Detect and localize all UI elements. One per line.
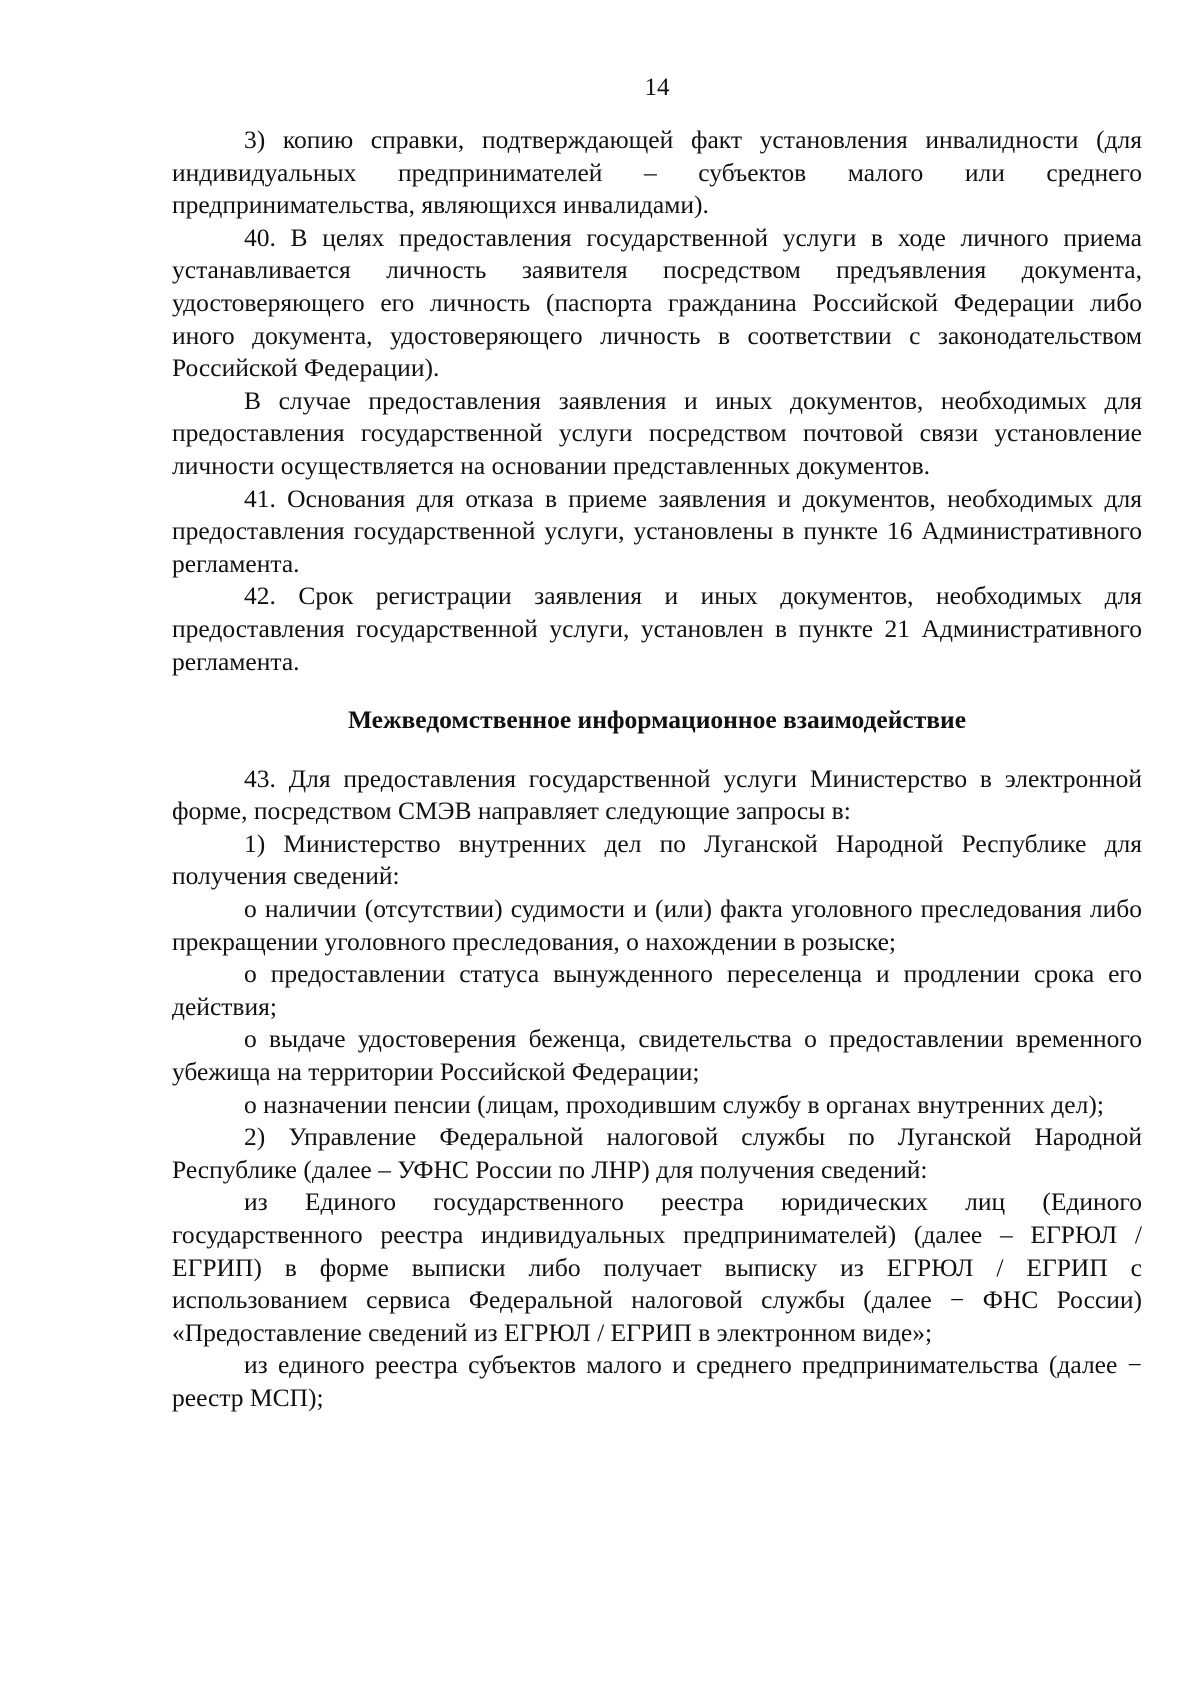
paragraph-item-3-certificate: 3) копию справки, подтверждающей факт установления инвалидности (для индивидуальных предпринимателей – субъектов малого или среднего предпринимательства, являющихся инвалидами). <box>172 125 1142 220</box>
paragraph-migrant-status: о предоставлении статуса вынужденного переселенца и продлении срока его действия; <box>172 959 1142 1021</box>
page-number: 14 <box>644 74 670 101</box>
paragraph-refugee-certificate: о выдаче удостоверения беженца, свидетельства о предоставлении временного убежища на территории Российской Федерации; <box>172 1024 1142 1087</box>
paragraph-postal-identity: В случае предоставления заявления и иных документов, необходимых для предоставления государственной услуги посредством почтовой связи установление личности осуществляется на основании представленных документов. <box>172 385 1142 480</box>
section-heading: Межведомственное информационное взаимодействие <box>347 705 967 735</box>
paragraph-41-refusal-grounds: 41. Основания для отказа в приеме заявления и документов, необходимых для предоставления государственной услуги, установлены в пункте 16 Административного регламента. <box>172 483 1142 578</box>
paragraph-pension: о назначении пенсии (лицам, проходившим службу в органах внутренних дел); <box>244 1089 1104 1119</box>
paragraph-msp-registry: из единого реестра субъектов малого и среднего предпринимательства (далее − реестр МСП); <box>172 1350 1142 1412</box>
document-body <box>172 124 1142 1415</box>
paragraph-ufns: 2) Управление Федеральной налоговой службы по Луганской Народной Республике (далее – УФНС России по ЛНР) для получения сведений: <box>172 1122 1142 1184</box>
paragraph-42-registration-term: 42. Срок регистрации заявления и иных документов, необходимых для предоставления государственной услуги, установлен в пункте 21 Административного регламента. <box>172 581 1142 676</box>
paragraph-egrul: из Единого государственного реестра юридических лиц (Единого государственного реестра индивидуальных предпринимателей) (далее – ЕГРЮЛ / ЕГРИП) в форме выписки либо получает выписку из ЕГРЮЛ / ЕГРИП с использованием сервиса Федеральной налоговой службы (далее − ФНС России) «Предоставление сведений из ЕГРЮЛ / ЕГРИП в электронном виде»; <box>172 1187 1142 1347</box>
paragraph-40-identity: 40. В целях предоставления государственной услуги в ходе личного приема устанавливается личность заявителя посредством предъявления документа, удостоверяющего его личность (паспорта гражданина Российской Федерации либо иного документа, удостоверяющего личность в соответствии с законодательством Российской Федерации). <box>172 222 1142 383</box>
paragraph-43-requests: 43. Для предоставления государственной услуги Министерство в электронной форме, посредством СМЭВ направляет следующие запросы в: <box>172 763 1142 826</box>
paragraph-mvd: 1) Министерство внутренних дел по Луганской Народной Республике для получения сведений: <box>172 828 1142 891</box>
paragraph-criminal-record: о наличии (отсутствии) судимости и (или) факта уголовного преследования либо прекращении уголовного преследования, о нахождении в розыске; <box>172 894 1142 956</box>
